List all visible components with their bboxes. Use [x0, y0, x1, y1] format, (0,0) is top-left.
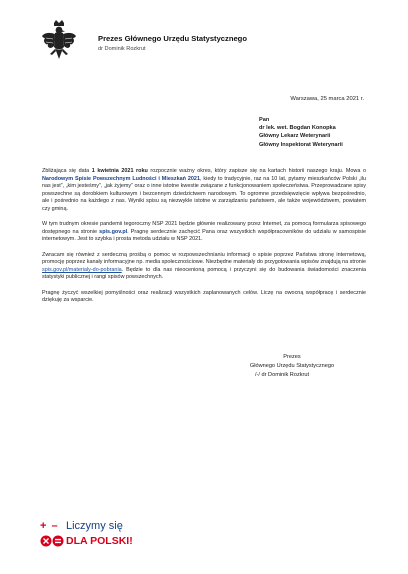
plus-minus-icon: + –	[40, 520, 59, 532]
paragraph-4: Pragnę życzyć wszelkiej pomyślności oraz realizacji wszystkich zaplanowanych celów. Liczę na owocną współpracę i serdecznie dziękuję za wsparcie.	[42, 289, 366, 304]
p1-text-c: , kiedy to tradycyjnie, raz na 10 lat, pytamy mieszkańców Polski „ilu nas jest”, „kim jesteśmy”, „jak żyjemy” oraz o inne istotne kwestie związane z funkcjonowaniem społeczeństwa. Przeprowadzane spisy powszechne są dorobkiem kulturowym i bezcennym dziedzictwem narodowym. To ogromne przedsięwzięcie wpływa bezpośrednio, ale i pośrednio na każdego z nas. Wyniki spisu są niezwykle istotne w zarządzaniu państwem, ale także województwem, powiatem czy gminą.	[42, 175, 366, 212]
issuer-name: dr Dominik Rozkrut	[98, 46, 146, 52]
issuer-block	[98, 34, 247, 52]
polish-eagle-emblem-icon	[40, 19, 78, 67]
site-name: spis.gov.pl	[99, 228, 128, 235]
p1-text-b: rozpocznie ważny okres, który zapisze się na kartach historii naszego kraju. Mowa o	[147, 168, 366, 174]
issuer-title: Prezes Głównego Urzędu Statystycznego	[98, 34, 247, 43]
logo-line-2: DLA POLSKI!	[66, 535, 133, 547]
signature-line-1: Prezes	[283, 354, 301, 360]
p1-text-a: Zbliżająca się data	[42, 168, 92, 174]
date-line: Warszawa, 25 marca 2021 r.	[290, 96, 364, 102]
p1-date: 1 kwietnia 2021 roku	[91, 168, 148, 174]
census-campaign-logo	[40, 520, 150, 550]
paragraph-1	[42, 168, 366, 214]
recipient-role-1: Główny Lekarz Weterynarii	[259, 133, 331, 140]
p3-text-a: Zwracam się również z serdeczną prośbą o pomoc w rozpowszechnianiu informacji o spisie poprzez Państwa stronę internetową, promocję poprzez kanały informacyjne np. media społecznościowe. Niezbędne materiały do przygotowania wpisów znajdują na stronie	[42, 251, 367, 266]
recipient-salutation: Pan	[259, 117, 270, 123]
logo-line-1: Liczymy się	[66, 520, 123, 532]
recipient-block	[259, 116, 343, 149]
census-name: Narodowym Spisie Powszechnym Ludności i Mieszkań 2021	[42, 175, 200, 182]
paragraph-3	[42, 252, 366, 282]
recipient-name: dr lek. wet. Bogdan Konopka	[259, 125, 336, 132]
paragraph-2	[42, 221, 366, 244]
p2-text-b: . Pragnę serdecznie zachęcić Pana oraz wszystkich współpracowników do udziału w samospisie internetowym. Jest to szybka i prosta metoda udziału w NSP 2021.	[42, 228, 367, 243]
multiply-equals-icon	[40, 535, 64, 547]
signature-block	[247, 353, 337, 381]
signature-line-2: Głównego Urzędu Statystycznego	[249, 363, 335, 370]
letter-body	[42, 168, 366, 312]
p2-text-a: W tym trudnym okresie pandemii tegoroczny NSP 2021 będzie głównie realizowany przez Internet, za pomocą formularza spisowego dostępnego na stronie	[42, 221, 366, 235]
signature-line-3: /-/ dr Dominik Rozkrut	[255, 372, 310, 379]
recipient-role-2: Główny Inspektorat Weterynarii	[259, 141, 343, 148]
materials-link[interactable]: spis.gov.pl/materialy-do-pobrania	[42, 266, 122, 273]
p3-text-b: . Będzie to dla nas nieocenioną pomocą i przyczyni się do budowania świadomości znaczenia statystyki publicznej i rangi spisów powszechnych.	[42, 266, 366, 281]
